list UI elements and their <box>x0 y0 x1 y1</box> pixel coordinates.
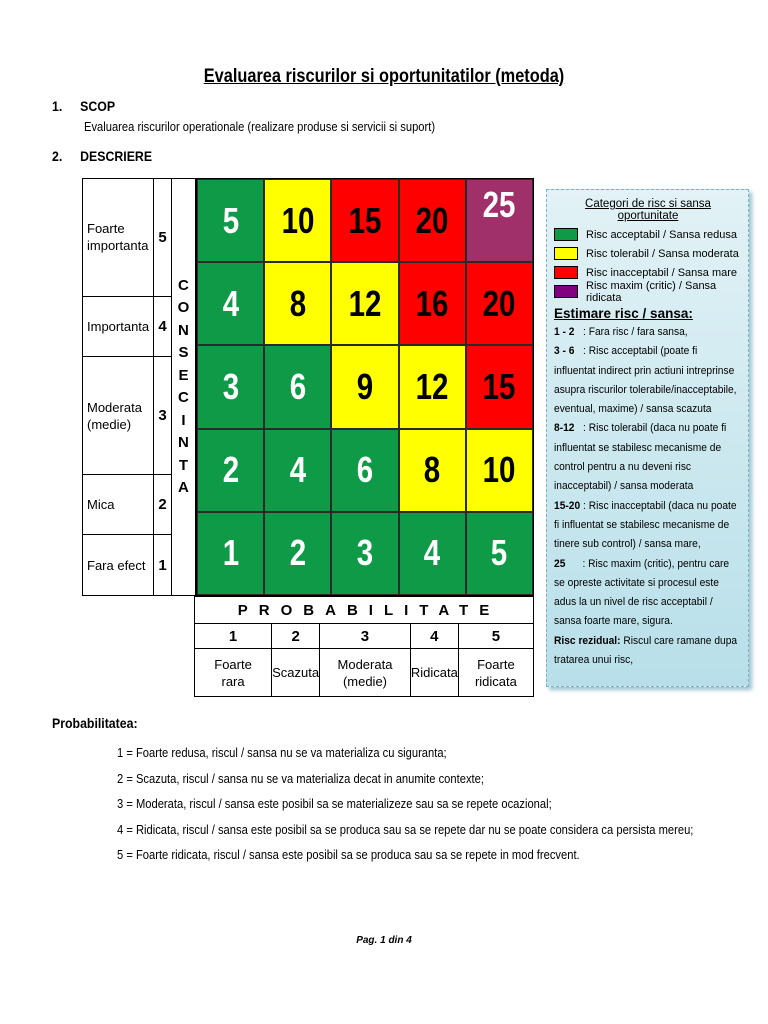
probability-value: 5 <box>458 624 533 649</box>
consequence-label: Foarte importanta <box>83 179 154 297</box>
estimate-range: 15-20 <box>554 499 581 512</box>
legend-title: Categori de risc si sansa oportunitate <box>585 198 711 222</box>
risk-score: 6 <box>356 449 374 491</box>
color-swatch <box>554 247 578 260</box>
risk-score: 5 <box>491 532 508 574</box>
risk-score: 9 <box>356 365 374 407</box>
page-number: Pag. 1 din 4 <box>356 935 412 946</box>
vertical-letter: S <box>178 344 189 361</box>
consequence-label: Mica <box>83 474 154 535</box>
legend-item <box>554 279 742 304</box>
probability-item: 2 = Scazuta, riscul / sansa nu se va materializa decat in anumite contexte; <box>117 770 484 786</box>
estimate-item <box>554 419 740 496</box>
probability-item: 5 = Foarte ridicata, riscul / sansa este posibil sa se produca sau sa se repete in mod frecvent. <box>117 847 580 863</box>
risk-cell <box>331 262 398 345</box>
risk-cell <box>466 429 533 512</box>
estimate-range: 25 <box>554 557 566 570</box>
residual-item <box>554 632 740 671</box>
risk-cell <box>331 512 398 595</box>
vertical-letter: A <box>178 479 189 496</box>
section-descriere <box>52 148 152 164</box>
legend-item-label: Risc maxim (critic) / Sansa ridicata <box>586 279 717 304</box>
risk-cell <box>399 345 466 428</box>
consequence-value: 3 <box>154 357 172 475</box>
risk-cell <box>399 262 466 345</box>
estimate-text: : Risc inacceptabil (daca nu poate fi influentat se stabilesc mecanisme de tinere sub control) / sansa mare, <box>554 499 737 551</box>
probability-value: 1 <box>195 624 272 649</box>
probability-label: Scazuta <box>272 649 320 697</box>
risk-score: 8 <box>289 282 306 324</box>
risk-cell <box>399 179 466 262</box>
vertical-letter: O <box>177 299 190 316</box>
risk-cell <box>466 345 533 428</box>
consequence-label: Moderata (medie) <box>83 357 154 475</box>
risk-cell <box>264 512 331 595</box>
estimate-item <box>554 497 740 555</box>
risk-cell <box>264 429 331 512</box>
risk-score: 12 <box>348 282 382 324</box>
risk-cell <box>466 262 533 345</box>
risk-cell <box>331 345 398 428</box>
page-title: Evaluarea riscurilor si oportunitatilor (metoda) <box>203 66 565 87</box>
probability-table <box>194 596 534 697</box>
legend-item <box>554 244 742 263</box>
residual-text: Riscul care ramane dupa tratarea unui risc, <box>554 634 738 667</box>
risk-cell <box>264 345 331 428</box>
legend-item-label: Risc acceptabil / Sansa redusa <box>586 228 738 241</box>
consequence-value: 1 <box>154 535 172 596</box>
estimate-list <box>554 323 742 670</box>
risk-score: 2 <box>222 449 239 491</box>
estimate-range: 1 - 2 <box>554 326 575 338</box>
risk-score: 10 <box>281 199 315 241</box>
risk-cell <box>264 262 331 345</box>
risk-score: 4 <box>222 282 239 324</box>
legend-item-label: Risc tolerabil / Sansa moderata <box>586 247 739 260</box>
probability-item: 4 = Ridicata, riscul / sansa este posibil sa se produca sau sa se repete dar nu se poate considera ca persista mereu; <box>117 821 694 837</box>
color-swatch <box>554 228 578 241</box>
risk-score: 16 <box>415 282 449 324</box>
risk-score: 1 <box>222 532 239 574</box>
legend-item-label: Risc inacceptabil / Sansa mare <box>586 266 738 279</box>
estimate-item <box>554 342 740 419</box>
estimate-item <box>554 323 740 342</box>
risk-score: 4 <box>423 532 441 574</box>
vertical-letter: T <box>178 456 189 474</box>
estimate-range: 8-12 <box>554 422 575 435</box>
vertical-letter: E <box>178 366 189 384</box>
risk-cell <box>399 429 466 512</box>
section-number: 2. <box>52 148 63 164</box>
estimate-range: 3 - 6 <box>554 345 575 358</box>
risk-cell <box>197 512 264 595</box>
risk-cell <box>197 429 264 512</box>
risk-score: 12 <box>415 365 449 407</box>
risk-score: 3 <box>356 532 374 574</box>
vertical-letter: N <box>178 434 189 451</box>
risk-matrix <box>82 178 534 596</box>
risk-cell <box>331 179 398 262</box>
estimate-text: : Risc acceptabil (poate fi influentat indirect prin actiuni intreprinse asupra riscurilor tolerabile/inacceptabile, eventual, maxime) / sansa scazuta <box>554 345 737 416</box>
risk-score: 15 <box>482 365 516 407</box>
color-swatch <box>554 266 578 279</box>
risk-score: 5 <box>222 199 239 241</box>
residual-label: Risc rezidual: <box>554 634 621 647</box>
vertical-letter: I <box>181 411 186 429</box>
probability-value: 2 <box>272 624 320 649</box>
probability-list <box>117 740 693 868</box>
risk-cell <box>197 179 264 262</box>
risk-score: 8 <box>423 449 441 491</box>
risk-cell <box>466 512 533 595</box>
color-swatch <box>554 285 578 298</box>
risk-score: 3 <box>222 365 239 407</box>
consequence-label: Importanta <box>83 296 154 357</box>
risk-score: 10 <box>482 449 516 491</box>
probability-item: 1 = Foarte redusa, riscul / sansa nu se va materializa cu siguranta; <box>117 745 447 760</box>
section-number: 1. <box>52 98 63 114</box>
consequence-vertical-label <box>171 179 195 596</box>
probability-value: 3 <box>320 624 411 649</box>
risk-cell <box>466 179 533 262</box>
consequence-label: Fara efect <box>83 535 154 596</box>
probability-label: Foarte ridicata <box>458 649 533 697</box>
legend-panel <box>546 189 749 687</box>
estimate-title: Estimare risc / sansa: <box>554 306 693 321</box>
consequence-table <box>82 178 196 596</box>
vertical-letter: N <box>178 321 189 339</box>
risk-cell <box>331 429 398 512</box>
estimate-item <box>554 555 740 632</box>
section-scop-description: Evaluarea riscurilor operationale (realizare produse si servicii si suport) <box>84 119 436 134</box>
risk-score: 4 <box>289 449 306 491</box>
probability-label: Ridicata <box>410 649 458 697</box>
vertical-letter: C <box>178 276 189 294</box>
risk-cell <box>197 345 264 428</box>
consequence-value: 4 <box>154 296 172 357</box>
consequence-value: 5 <box>154 179 172 297</box>
probability-label: Moderata (medie) <box>320 649 411 697</box>
risk-score-grid <box>196 178 534 596</box>
risk-score: 6 <box>289 365 306 407</box>
section-label: DESCRIERE <box>80 148 153 164</box>
section-scop <box>52 98 115 114</box>
probability-header: PROBABILITATE <box>195 597 534 624</box>
risk-score: 20 <box>482 282 516 324</box>
risk-cell <box>197 262 264 345</box>
risk-score: 2 <box>289 532 306 574</box>
risk-cell <box>264 179 331 262</box>
estimate-text: : Risc maxim (critic), pentru care se opreste activitate si procesul este adus la un nivel de risc acceptabil / sansa foarte mare, sigura. <box>554 557 730 628</box>
consequence-value: 2 <box>154 474 172 535</box>
legend-item <box>554 225 742 244</box>
risk-score: 15 <box>348 199 382 241</box>
vertical-letter: C <box>178 389 189 406</box>
probability-value: 4 <box>410 624 458 649</box>
risk-cell <box>399 512 466 595</box>
estimate-text: : Fara risc / fara sansa, <box>583 326 688 338</box>
risk-score: 25 <box>482 184 516 225</box>
probability-label: Foarte rara <box>195 649 272 697</box>
probability-section-title: Probabilitatea: <box>52 715 138 731</box>
risk-score: 20 <box>415 199 449 241</box>
section-label: SCOP <box>80 98 116 114</box>
probability-item: 3 = Moderata, riscul / sansa este posibil sa se materializeze sau sa se repete ocazional; <box>117 796 552 812</box>
estimate-text: : Risc tolerabil (daca nu poate fi influentat se stabilesc mecanisme de control pentru a nu deveni risc inacceptabil) / sansa moderata <box>554 422 727 493</box>
